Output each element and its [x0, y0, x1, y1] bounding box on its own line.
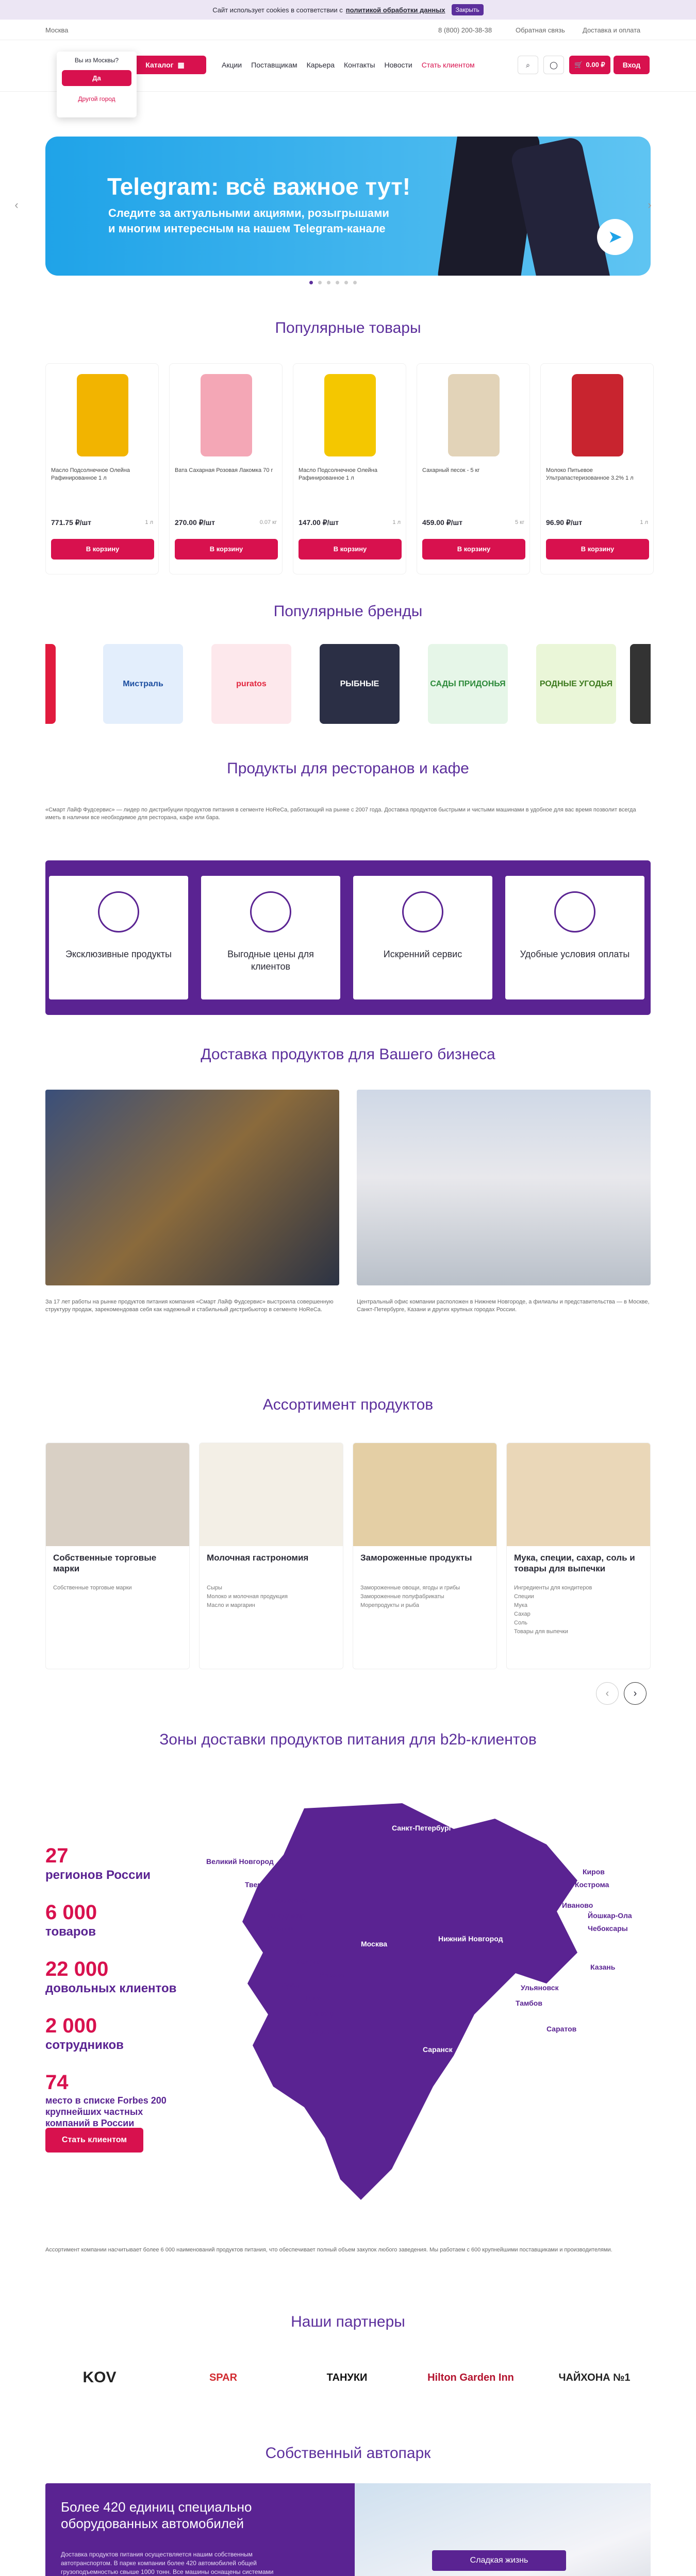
banner-text-1: Следите за актуальными акциями, розыгрышами — [108, 207, 389, 219]
city-label[interactable]: Воронеж — [309, 2027, 341, 2036]
product-image — [77, 374, 128, 456]
stat-label: сотрудников — [45, 2038, 124, 2052]
city-label[interactable]: Тверь — [245, 1880, 267, 1889]
partner-logo[interactable]: Hilton Garden Inn — [427, 2372, 514, 2383]
partner-logo[interactable]: KOV — [82, 2369, 117, 2386]
delivery-text-right: Центральный офис компании расположен в Нижнем Новгороде, а филиалы и представительства — в Москве, Санкт-Петербурге, Казани и других крупных городах России. — [357, 1299, 650, 1313]
product-image — [324, 374, 376, 456]
city-selector[interactable]: Москва — [45, 26, 69, 34]
top-bar — [0, 20, 696, 40]
category-item[interactable]: Сыры — [207, 1585, 222, 1591]
category-item[interactable]: Сахар — [514, 1611, 531, 1617]
banner-dot[interactable] — [344, 281, 348, 284]
product-card[interactable] — [540, 363, 654, 574]
city-label[interactable]: Ростов — [268, 1924, 293, 1933]
product-image — [448, 374, 500, 456]
stat-label: довольных клиентов — [45, 1981, 177, 1995]
category-item[interactable]: Замороженные овощи, ягоды и грибы — [360, 1585, 460, 1591]
feature-label: Искренний сервис — [383, 949, 462, 959]
city-label[interactable]: Нижний Новгород — [438, 1935, 503, 1943]
phone-image-2 — [509, 137, 612, 276]
category-image — [46, 1443, 190, 1546]
city-label[interactable]: Ярославль — [268, 1896, 308, 1904]
feature-card — [505, 876, 644, 999]
nav-contacts[interactable]: Контакты — [344, 61, 375, 69]
nav-suppliers[interactable]: Поставщикам — [251, 61, 297, 69]
become-client-link[interactable]: Стать клиентом — [421, 61, 475, 69]
city-popup — [57, 52, 137, 117]
nav-news[interactable]: Новости — [384, 61, 412, 69]
category-title[interactable]: Молочная гастрономия — [207, 1553, 309, 1563]
product-unit: 1 л — [145, 519, 153, 526]
product-card[interactable] — [417, 363, 530, 574]
city-yes-button[interactable]: Да — [62, 70, 131, 86]
feature-label: Выгодные цены для клиентов — [227, 949, 314, 972]
product-name[interactable]: Масло Подсолнечное Олейна Рафинированное 1 л — [51, 467, 130, 481]
truck-plate-text: Сладкая жизнь — [432, 2550, 566, 2571]
fleet-heading: Более 420 единиц специально оборудованных автомобилей — [61, 2499, 252, 2531]
stat-number: 2 000 — [45, 2014, 97, 2037]
city-label[interactable]: Москва — [361, 1940, 388, 1948]
trucks-photo — [357, 1090, 651, 1285]
catalog-label: Каталог — [145, 61, 174, 69]
restaurants-text: «Смарт Лайф Фудсервис» — лидер по дистрибуции продуктов питания в сегменте HoReCa, работающий на рынке с 2007 года. Доставка продуктов быстрыми и чистыми машинами в удобное для вас время позволит всегда иметь в наличии все необходимое для ресторана, кафе или бара. — [45, 807, 636, 821]
brand-logo[interactable]: САДЫ ПРИДОНЬЯ — [428, 644, 508, 724]
category-item[interactable]: Соль — [514, 1620, 527, 1626]
search-icon: ⌕ — [526, 60, 530, 69]
delivery-title: Доставка продуктов для Вашего бизнеса — [201, 1046, 495, 1063]
cookie-policy-link[interactable]: политикой обработки данных — [345, 6, 445, 14]
stat-number: 74 — [45, 2071, 69, 2094]
product-name[interactable]: Вата Сахарная Розовая Лакомка 70 г — [175, 467, 273, 473]
nav-career[interactable]: Карьера — [306, 61, 335, 69]
product-card[interactable] — [45, 363, 159, 574]
brand-logo[interactable]: Мистраль — [103, 644, 183, 724]
product-name[interactable]: Молоко Питьевое Ультрапастеризованное 3.2% 1 л — [546, 467, 634, 481]
product-price: 270.00 ₽/шт — [175, 518, 216, 527]
city-label[interactable]: Калуга — [296, 1958, 321, 1966]
category-title[interactable]: Собственные торговые марки — [53, 1553, 157, 1573]
main-nav — [222, 61, 475, 69]
warehouse-photo — [45, 1090, 339, 1285]
brand-logo-partial[interactable] — [630, 644, 651, 724]
city-label[interactable]: Казань — [590, 1963, 616, 1971]
category-image — [200, 1443, 343, 1546]
city-label[interactable]: Липецк — [309, 2009, 336, 2018]
category-item[interactable]: Ингредиенты для кондитеров — [514, 1585, 592, 1591]
product-unit: 0.07 кг — [259, 519, 277, 526]
assortment-next-arrow[interactable]: › — [624, 1682, 647, 1705]
zones-text: Ассортимент компании насчитывает более 6 000 наименований продуктов питания, что обеспечивает полный объем закупок любого заведения. Мы работаем с 600 крупнейшими поставщиками и производителями. — [45, 2247, 612, 2253]
category-item[interactable]: Специи — [514, 1594, 534, 1600]
brand-logo-partial[interactable] — [45, 644, 56, 724]
partners-title: Наши партнеры — [291, 2313, 405, 2330]
fleet-title: Собственный автопарк — [265, 2445, 431, 2462]
stat-number: 6 000 — [45, 1901, 97, 1924]
cart-button[interactable] — [569, 56, 610, 74]
feature-label: Удобные условия оплаты — [520, 949, 630, 959]
cart-icon: 🛒 — [574, 61, 583, 69]
stat-number: 22 000 — [45, 1958, 109, 1980]
city-question: Вы из Москвы? — [74, 57, 119, 64]
category-item[interactable]: Мука — [514, 1602, 527, 1608]
city-other-link[interactable]: Другой город — [78, 95, 115, 103]
product-name[interactable]: Масло Подсолнечное Олейна Рафинированное 1 л — [299, 467, 377, 481]
feature-card — [201, 876, 340, 999]
add-to-cart-button[interactable]: В корзину — [299, 539, 402, 560]
partner-logo[interactable]: ТАНУКИ — [326, 2372, 368, 2383]
banner-dot[interactable] — [353, 281, 357, 284]
city-label[interactable]: Иваново — [562, 1901, 593, 1909]
city-label[interactable]: Йошкар-Ола — [588, 1911, 632, 1920]
feature-icon — [250, 891, 291, 933]
brand-logo[interactable]: РОДНЫЕ УГОДЬЯ — [536, 644, 616, 724]
product-unit: 1 л — [392, 519, 401, 526]
partner-logo[interactable]: SPAR — [209, 2372, 238, 2383]
product-price: 147.00 ₽/шт — [299, 518, 339, 527]
banner-dot[interactable] — [309, 281, 313, 284]
product-name[interactable]: Сахарный песок - 5 кг — [422, 467, 480, 473]
category-card[interactable] — [199, 1443, 343, 1669]
add-to-cart-button[interactable]: В корзину — [546, 539, 649, 560]
city-label[interactable]: Краснодар — [464, 2138, 503, 2146]
popular-products-title: Популярные товары — [275, 319, 421, 336]
search-button[interactable] — [518, 56, 538, 74]
stat-number: 27 — [45, 1844, 69, 1867]
product-card[interactable] — [169, 363, 283, 574]
city-label[interactable]: Пенза — [459, 2056, 480, 2064]
login-button[interactable]: Вход — [614, 56, 650, 74]
telegram-icon: ➤ — [597, 219, 633, 255]
category-item[interactable]: Морепродукты и рыба — [360, 1602, 419, 1608]
fleet-text: Доставка продуктов питания осуществляется нашим собственным автотранспортом. В парке компании более 420 автомобилей общей грузоподъемностью свыше 1000 тонн. Все машины оснащены системами — [61, 2551, 274, 2575]
promo-banner[interactable] — [45, 137, 651, 276]
city-label[interactable]: Чебоксары — [588, 1924, 628, 1933]
feature-card — [49, 876, 188, 999]
city-label[interactable]: Саранск — [423, 2045, 453, 2054]
feedback-link[interactable]: Обратная связь — [516, 26, 565, 34]
product-unit: 5 кг — [515, 519, 524, 526]
restaurants-title: Продукты для ресторанов и кафе — [227, 760, 469, 777]
feature-icon — [554, 891, 595, 933]
category-card[interactable] — [506, 1443, 651, 1669]
brand-logo[interactable]: РЫБНЫЕ — [320, 644, 400, 724]
cart-total: 0.00 ₽ — [586, 61, 605, 69]
cookie-text: Сайт использует cookies в соответствии с — [212, 6, 343, 14]
city-label[interactable]: Владимир — [268, 1911, 305, 1920]
category-item[interactable]: Масло и маргарин — [207, 1602, 255, 1608]
banner-dot[interactable] — [318, 281, 322, 284]
product-unit: 1 л — [640, 519, 648, 526]
stat-label: товаров — [45, 1925, 96, 1939]
delivery-link[interactable]: Доставка и оплата — [583, 26, 641, 34]
feature-card — [353, 876, 492, 999]
product-price: 459.00 ₽/шт — [422, 518, 463, 527]
banner-prev-arrow[interactable]: ‹ — [14, 198, 19, 211]
city-label[interactable]: Тула — [304, 1994, 321, 2002]
stats-become-client-button[interactable]: Стать клиентом — [45, 2128, 143, 2153]
assortment-prev-arrow[interactable]: ‹ — [596, 1682, 619, 1705]
city-label[interactable]: Кострома — [575, 1880, 609, 1889]
product-price: 96.90 ₽/шт — [546, 518, 583, 527]
product-price: 771.75 ₽/шт — [51, 518, 92, 527]
banner-dots — [309, 281, 357, 284]
add-to-cart-button[interactable]: В корзину — [51, 539, 154, 560]
category-card[interactable] — [45, 1443, 190, 1669]
zones-title: Зоны доставки продуктов питания для b2b-клиентов — [159, 1731, 537, 1748]
city-label[interactable]: Рязань — [320, 1971, 345, 1979]
category-card[interactable] — [353, 1443, 497, 1669]
feature-icon — [402, 891, 443, 933]
city-label[interactable]: Майкоп — [418, 2148, 445, 2157]
grid-icon: ▦ — [177, 60, 185, 69]
stat-label: место в списке Forbes 200 крупнейших частных компаний в России — [45, 2095, 167, 2128]
feature-label: Эксклюзивные продукты — [65, 949, 172, 959]
banner-text-2: и многим интересным на нашем Telegram-канале — [108, 222, 386, 235]
nav-sales[interactable]: Акции — [222, 61, 242, 69]
add-to-cart-button[interactable]: В корзину — [422, 539, 525, 560]
fleet-trucks-photo — [355, 2483, 651, 2576]
category-title[interactable]: Мука, специи, сахар, соль и товары для выпечки — [514, 1553, 635, 1573]
city-label[interactable]: Тамбов — [516, 1999, 542, 2007]
brand-logo[interactable]: puratos — [211, 644, 291, 724]
banner-next-arrow[interactable]: › — [648, 198, 652, 211]
cookie-bar — [0, 0, 696, 20]
user-icon: ◯ — [550, 60, 558, 69]
city-label[interactable]: Великий Новгород — [206, 1857, 274, 1866]
city-label[interactable]: Ростов-на-Дону — [454, 2102, 510, 2110]
banner-dot[interactable] — [336, 281, 339, 284]
banner-dot[interactable] — [327, 281, 330, 284]
category-item[interactable]: Молоко и молочная продукция — [207, 1594, 288, 1600]
city-label[interactable]: Орёл — [281, 1981, 300, 1989]
partner-logo[interactable]: ЧАЙХОНА №1 — [558, 2372, 631, 2383]
popular-brands-title: Популярные бренды — [273, 603, 423, 620]
assortment-title: Ассортимент продуктов — [262, 1396, 434, 1413]
feature-icon — [98, 891, 139, 933]
category-image — [507, 1443, 651, 1546]
city-label[interactable]: Ульяновск — [521, 1984, 559, 1992]
city-label[interactable]: Саратов — [546, 2025, 577, 2033]
category-title[interactable]: Замороженные продукты — [360, 1553, 472, 1563]
category-item[interactable]: Собственные торговые марки — [53, 1585, 132, 1591]
fleet-banner — [45, 2483, 651, 2576]
stat-label: регионов России — [45, 1868, 151, 1882]
top-phone[interactable]: 8 (800) 200-38-38 — [438, 26, 492, 34]
add-to-cart-button[interactable]: В корзину — [175, 539, 278, 560]
product-card[interactable] — [293, 363, 406, 574]
profile-button[interactable] — [543, 56, 564, 74]
banner-title: Telegram: всё важное тут! — [107, 173, 411, 200]
delivery-text-left: За 17 лет работы на рынке продуктов питания компания «Смарт Лайф Фудсервис» выстроила совершенную структуру продаж, зарекомендовав себя как надежный и стабильный дистрибьютор в сегменте HoReCa. — [45, 1299, 334, 1313]
category-image — [353, 1443, 497, 1546]
product-image — [201, 374, 252, 456]
cookie-close-button[interactable]: Закрыть — [452, 4, 484, 15]
city-label[interactable]: Сочи — [423, 2169, 441, 2177]
product-image — [572, 374, 623, 456]
city-label[interactable]: Санкт-Петербург — [392, 1824, 452, 1832]
city-label[interactable]: Киров — [583, 1868, 605, 1876]
category-item[interactable]: Товары для выпечки — [514, 1629, 568, 1635]
category-item[interactable]: Замороженные полуфабрикаты — [360, 1594, 444, 1600]
